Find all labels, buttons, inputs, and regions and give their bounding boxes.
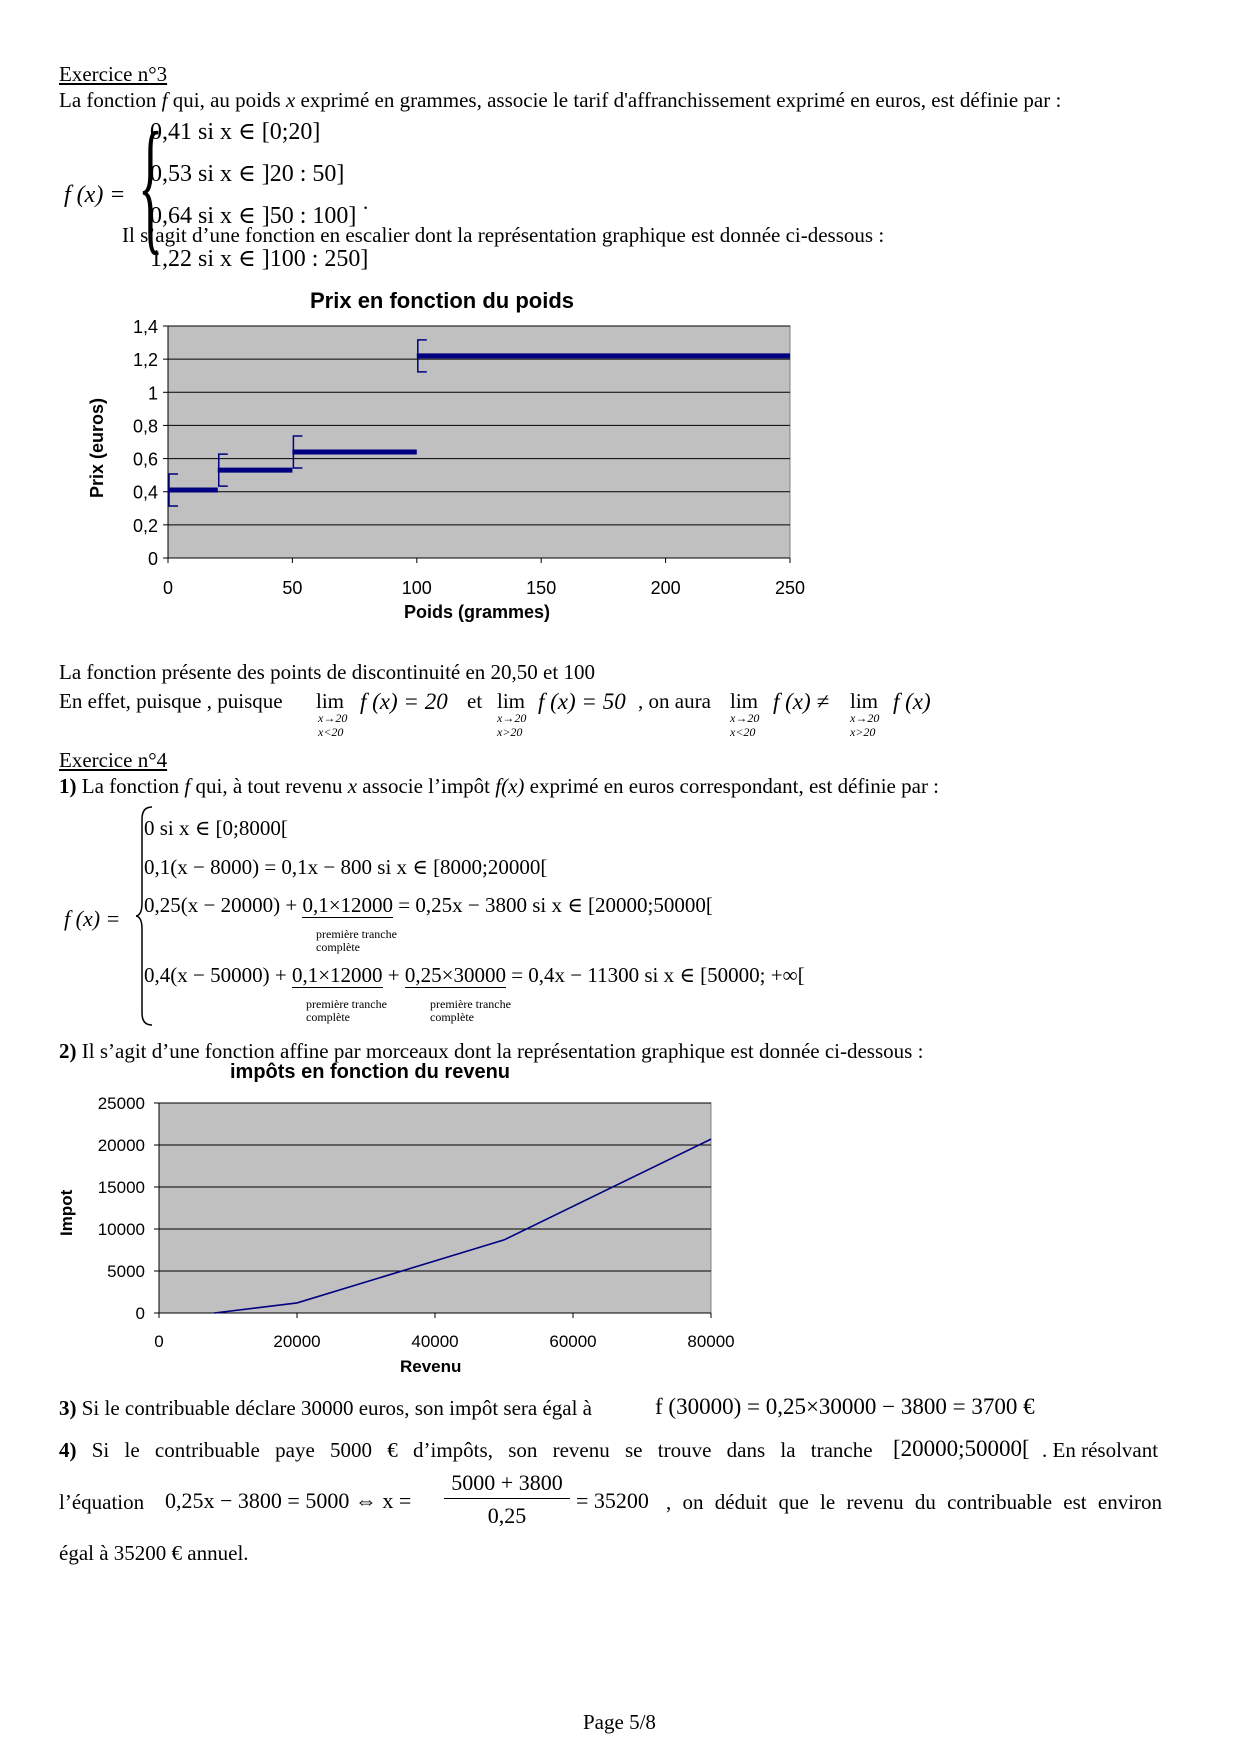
lim3-sub2: x<20 <box>730 725 756 739</box>
tranche-label-3b: complète <box>430 1010 474 1024</box>
ex4-q4-text: Si le contribuable paye 5000 € d’impôts, son revenu se trouve dans la tranche <box>76 1438 873 1462</box>
ex4-fx: f (x) = <box>64 906 121 931</box>
chart1-y-tick-label: 1 <box>147 383 158 404</box>
ex3-lim-intro: En effet, puisque , puisque <box>59 689 283 713</box>
chart1-x-tick-label: 150 <box>526 578 557 598</box>
ex3-intro-a: La fonction <box>59 88 162 112</box>
ex4-q4-frac-den: 0,25 <box>487 1503 527 1528</box>
lim3-word: lim <box>730 689 759 713</box>
chart2-y-tick-label: 20000 <box>97 1136 145 1155</box>
lim4-expr: f (x) <box>893 689 931 714</box>
chart1-y-tick-label: 0,4 <box>132 482 158 503</box>
ex4-case-3-c: = 0,25x − 3800 si x ∈ [20000;50000[ <box>398 893 713 917</box>
ex4-q1-d: exprimé en euros correspondant, est définie par : <box>524 774 940 798</box>
ex3-intro-b: qui, au poids <box>167 88 286 112</box>
ex4-q3 <box>59 1398 592 1419</box>
lim1-expr-text: f (x) = 20 <box>360 689 448 714</box>
lim1-sub: x→20 <box>318 711 348 725</box>
lim2-expr: f (x) = 50 <box>538 689 626 714</box>
lim2-sub: x→20 <box>497 711 527 725</box>
tranche-label-2a: première tranche <box>306 997 387 1011</box>
lim2-sub2: x>20 <box>497 725 523 739</box>
ex4-q4-eq-b: 0,25x − 3800 = 5000 ⇔ x = <box>165 1488 412 1513</box>
ex4-case-2: 0,1(x − 8000) = 0,1x − 800 si x ∈ [8000;20000[ <box>144 855 548 879</box>
ex4-q4-frac-num: 5000 + 3800 <box>444 1472 570 1499</box>
ex3-intro-x: x <box>285 88 296 112</box>
ex3-fx: f (x) = <box>64 182 126 208</box>
chart2-x-tick-label: 40000 <box>411 1332 459 1351</box>
chart1-y-tick-label: 0,8 <box>132 416 158 437</box>
ex4-q3-num: 3) <box>59 1396 77 1420</box>
chart2-x-tick-label: 0 <box>154 1332 164 1351</box>
ex4-case-3-b: 0,1×12000 <box>302 893 394 917</box>
lim1-sub2: x<20 <box>318 725 344 739</box>
ex4-q4-last: égal à 35200 € annuel. <box>59 1541 249 1565</box>
lim3-sub: x→20 <box>730 711 760 725</box>
ex4-case-4-b: 0,1×12000 <box>291 963 383 987</box>
ex3-brace: { <box>138 102 164 268</box>
chart1-y-tick-label: 0 <box>147 549 158 569</box>
ex4-q2-text: Il s’agit d’une fonction affine par morceaux dont la représentation graphique est donnée ci-dessous : <box>76 1039 924 1063</box>
ex4-q1-fx: f(x) <box>495 774 525 798</box>
ex4-q4-eq-d: , on déduit que le revenu du contribuable est environ <box>666 1490 1163 1514</box>
ex4-q4-frac <box>444 1472 570 1527</box>
chart1-x-tick-label: 0 <box>162 578 174 598</box>
ex4-q1-c: associe l’impôt <box>357 774 496 798</box>
chart2-plot-area <box>159 1103 711 1313</box>
chart1-y-tick-label: 1,2 <box>132 350 158 371</box>
ex3-case-1: 0,41 si x ∈ [0;20] <box>150 119 321 145</box>
ex4-case-3-a: 0,25(x − 20000) + <box>144 893 298 917</box>
lim4-sub: x→20 <box>850 711 880 725</box>
chart2-y-tick-label: 25000 <box>97 1094 145 1113</box>
chart2-y-tick-label: 15000 <box>97 1178 145 1197</box>
ex4-q3-text: Si le contribuable déclare 30000 euros, son impôt sera égal à <box>76 1396 593 1420</box>
ex4-q1-b: qui, à tout revenu <box>190 774 348 798</box>
tranche-label-2b: complète <box>306 1010 350 1024</box>
chart2-y-tick-label: 10000 <box>97 1220 145 1239</box>
lim-on: , on aura <box>638 689 711 713</box>
ex3-title: Exercice n°3 <box>59 62 168 86</box>
ex4-q4-after: . En résolvant <box>1042 1438 1159 1462</box>
lim2-word: lim <box>497 689 526 713</box>
chart1-y-tick-label: 0,2 <box>132 515 158 536</box>
ex3-dot: . <box>363 190 369 214</box>
chart1-ylabel: Prix (euros) <box>87 397 107 498</box>
lim4-sub2: x>20 <box>850 725 876 739</box>
ex3-intro-c: exprimé en grammes, associe le tarif d'affranchissement exprimé en euros, est définie par : <box>295 88 1062 112</box>
chart1-x-tick-label: 200 <box>650 578 681 598</box>
chart1-y-tick-label: 0,6 <box>132 449 158 470</box>
tranche-label-3a: première tranche <box>430 997 511 1011</box>
lim3-expr: f (x) ≠ <box>773 689 830 714</box>
ex4-q4-num: 4) <box>59 1438 77 1462</box>
ex4-case-4-e: = 0,4x − 11300 si x ∈ [50000; +∞[ <box>511 963 805 987</box>
lim1-word: lim <box>316 689 345 713</box>
ex3-case-2: 0,53 si x ∈ ]20 : 50] <box>150 161 345 187</box>
ex4-q4 <box>59 1440 873 1461</box>
chart1-y-tick-label: 1,4 <box>132 317 158 337</box>
ex4-q4-eq-a: l’équation <box>59 1490 145 1514</box>
chart1-x-tick-label: 250 <box>774 578 806 598</box>
tranche-label-1b: complète <box>316 940 360 954</box>
ex4-q3-eq: f (30000) = 0,25×30000 − 3800 = 3700 € <box>655 1394 1035 1419</box>
ex3-case-3: 0,64 si x ∈ ]50 : 100] <box>150 203 357 229</box>
chart2-ylabel: Impot <box>57 1189 76 1236</box>
chart1-title: Prix en fonction du poids <box>310 288 574 313</box>
tranche-label-1a: première tranche <box>316 927 397 941</box>
ex4-case-4-d: 0,25×30000 <box>404 963 506 987</box>
lim4-word: lim <box>850 689 879 713</box>
ex4-title: Exercice n°4 <box>59 748 168 772</box>
ex4-q4-eq-c: = 35200 <box>576 1488 649 1513</box>
ex4-case-4-c: + <box>387 963 400 987</box>
chart2-xlabel: Revenu <box>400 1357 462 1376</box>
ex4-case-4-a: 0,4(x − 50000) + <box>144 963 287 987</box>
ex4-q1-num: 1) <box>59 774 77 798</box>
ex4-q2-num: 2) <box>59 1039 77 1063</box>
chart2-title: impôts en fonction du revenu <box>230 1061 511 1083</box>
chart2-x-tick-label: 20000 <box>273 1332 321 1351</box>
chart2-x-tick-label: 80000 <box>687 1332 735 1351</box>
ex3-intro-f: f <box>161 88 168 112</box>
ex4-q4-range: [20000;50000[ <box>893 1436 1030 1461</box>
ex3-case-4: 1,22 si x ∈ ]100 : 250] <box>150 246 369 272</box>
chart1-x-tick-label: 50 <box>282 578 303 598</box>
chart1-x-tick-label: 100 <box>401 578 432 598</box>
chart2-x-tick-label: 60000 <box>549 1332 597 1351</box>
ex4-q1-a: La fonction <box>76 774 185 798</box>
chart2-y-tick-label: 5000 <box>107 1262 145 1281</box>
ex3-graph-text: Il s’agit d’une fonction en escalier dont la représentation graphique est donnée ci-dessous : <box>122 223 885 247</box>
ex4-case-1: 0 si x ∈ [0;8000[ <box>144 816 288 840</box>
ex4-q1-x: x <box>347 774 358 798</box>
chart1-xlabel: Poids (grammes) <box>404 602 551 622</box>
page-number: Page 5/8 <box>583 1710 656 1734</box>
lim-et: et <box>467 689 483 713</box>
chart2-y-tick-label: 0 <box>135 1304 145 1323</box>
ex3-disc: La fonction présente des points de discontinuité en 20,50 et 100 <box>59 660 595 684</box>
ex4-q1-f: f <box>184 774 191 798</box>
